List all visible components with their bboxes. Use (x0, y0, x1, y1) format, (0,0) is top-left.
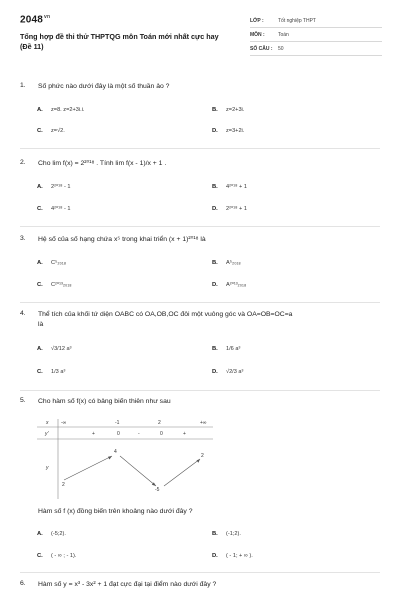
divider (20, 148, 380, 149)
meta-value: Tốt nghiệp THPT (278, 17, 316, 24)
option-text: C⁵₂₀₁₈ (51, 260, 67, 266)
arrowhead-up-2 (197, 459, 201, 463)
option-text: A⁵₂₀₁₈ (226, 260, 241, 266)
document-title (20, 32, 240, 52)
title-line-1: Tổng hợp đề thi thử THPTQG môn Toán mới nhất cực hay (20, 32, 219, 41)
arrow-up-2 (164, 459, 200, 486)
option-letter: A. (37, 184, 43, 190)
option-letter: A. (37, 260, 43, 266)
option-letter: B. (212, 260, 218, 266)
divider (20, 302, 380, 303)
question-text: Cho lim f(x) = 2²⁰¹⁸ . Tính lim f(x - 1)/x + 1 . (38, 160, 167, 167)
variation-table (37, 419, 213, 499)
option-4a[interactable] (37, 346, 72, 352)
option-text: 2²⁰¹⁸ - 1 (51, 184, 71, 190)
site-logo[interactable] (20, 14, 50, 25)
question-text (38, 310, 378, 330)
table-label-x: x (46, 420, 49, 426)
option-letter: C. (37, 206, 43, 212)
option-letter: C. (37, 369, 43, 375)
option-text: ( - ∞ ; - 1). (51, 553, 77, 559)
table-sign: - (138, 431, 140, 437)
option-3d[interactable] (212, 282, 246, 288)
question-text-line-2: là (38, 321, 44, 328)
option-2c[interactable] (37, 206, 71, 212)
question-text: Số phức nào dưới đây là một số thuần ảo ? (38, 83, 170, 90)
option-text: 1/3 a³ (51, 369, 66, 375)
arrow-up-1 (64, 456, 112, 480)
table-y-value: 2 (201, 453, 204, 459)
option-text: 4²⁰¹⁸ + 1 (226, 184, 247, 190)
option-text: z=3+2i. (226, 128, 245, 134)
option-5b[interactable] (212, 531, 241, 537)
option-1c[interactable] (37, 128, 65, 134)
table-x-value: +∞ (200, 420, 207, 426)
question-number: 2. (20, 159, 26, 166)
option-letter: B. (212, 531, 218, 537)
option-text: √2/3 a³ (226, 369, 244, 375)
table-sign: + (183, 431, 186, 437)
option-4d[interactable] (212, 369, 243, 375)
option-letter: D. (212, 553, 218, 559)
meta-info (250, 14, 382, 56)
option-letter: A. (37, 107, 43, 113)
option-text: (-1;2). (226, 531, 241, 537)
option-3c[interactable] (37, 282, 72, 288)
option-text: A²⁰¹³₂₀₁₈ (226, 282, 247, 288)
option-2d[interactable] (212, 206, 247, 212)
question-text: Hàm số y = x³ - 3x² + 1 đạt cực đại tại điểm nào dưới đây ? (38, 581, 217, 588)
option-letter: A. (37, 531, 43, 537)
option-letter: B. (212, 346, 218, 352)
option-text: 4²⁰¹⁸ - 1 (51, 206, 71, 212)
table-sign: + (92, 431, 95, 437)
divider (20, 226, 380, 227)
meta-row-class (250, 14, 382, 28)
table-x-value: -∞ (61, 420, 67, 426)
meta-value: Toán (278, 31, 289, 38)
option-letter: D. (212, 282, 218, 288)
table-y-value: 2 (62, 482, 65, 488)
table-x-value: -1 (115, 420, 120, 426)
meta-value: 50 (278, 45, 284, 52)
option-text: 2²⁰¹⁸ + 1 (226, 206, 247, 212)
divider (20, 572, 380, 573)
meta-key: MÔN : (250, 31, 265, 38)
question-text-line-1: Thể tích của khối tứ diện OABC có OA,OB,OC đôi một vuông góc và OA=OB=OC=a (38, 311, 293, 318)
option-1a[interactable] (37, 107, 84, 113)
question-text: Hệ số của số hạng chứa x⁵ trong khai triển (x + 1)²⁰¹⁸ là (38, 236, 206, 243)
question-number: 3. (20, 235, 26, 242)
option-text: z=2+3i. (226, 107, 245, 113)
option-letter: B. (212, 184, 218, 190)
meta-key: LỚP : (250, 17, 264, 24)
option-text: z=8. z=2+3i.i. (51, 107, 85, 113)
option-3b[interactable] (212, 260, 241, 266)
option-letter: C. (37, 282, 43, 288)
table-sign: 0 (117, 431, 120, 437)
table-label-y: y (46, 465, 49, 471)
logo-suffix: vn (44, 14, 51, 20)
option-3a[interactable] (37, 260, 66, 266)
option-4b[interactable] (212, 346, 240, 352)
option-letter: D. (212, 369, 218, 375)
option-text: C²⁰¹³₂₀₁₈ (51, 282, 72, 288)
option-text: 1/6 a³ (226, 346, 241, 352)
question-number: 5. (20, 397, 26, 404)
option-1b[interactable] (212, 107, 244, 113)
divider (20, 390, 380, 391)
question-followup-text: Hàm số f (x) đồng biến trên khoảng nào dưới đây ? (38, 508, 193, 515)
table-y-value: -5 (155, 487, 160, 493)
question-number: 1. (20, 82, 26, 89)
option-5c[interactable] (37, 553, 76, 559)
meta-key: SỐ CÂU : (250, 45, 273, 52)
option-letter: D. (212, 206, 218, 212)
option-letter: B. (212, 107, 218, 113)
question-text: Cho hàm số f(x) có bảng biến thiên như sau (38, 398, 171, 405)
table-sign: 0 (160, 431, 163, 437)
meta-row-subject (250, 28, 382, 42)
option-4c[interactable] (37, 369, 65, 375)
option-5d[interactable] (212, 553, 253, 559)
table-y-value: 4 (114, 449, 117, 455)
option-letter: D. (212, 128, 218, 134)
meta-row-count (250, 42, 382, 56)
option-2b[interactable] (212, 184, 247, 190)
table-x-value: 2 (158, 420, 161, 426)
option-1d[interactable] (212, 128, 244, 134)
question-number: 6. (20, 580, 26, 587)
option-letter: C. (37, 128, 43, 134)
option-text: (-5;2). (51, 531, 66, 537)
question-number: 4. (20, 310, 26, 317)
document-header (20, 14, 382, 64)
arrow-down (120, 456, 156, 486)
option-text: ( - 1; + ∞ ). (226, 553, 253, 559)
option-text: z=√2. (51, 128, 65, 134)
option-letter: C. (37, 553, 43, 559)
option-2a[interactable] (37, 184, 71, 190)
option-text: √3/12 a³ (51, 346, 72, 352)
option-5a[interactable] (37, 531, 66, 537)
logo-text: 2048 (20, 14, 44, 26)
table-label-y-prime: y' (45, 431, 49, 437)
title-line-2: (Đề 11) (20, 42, 44, 51)
option-letter: A. (37, 346, 43, 352)
arrowhead-up-1 (108, 456, 112, 460)
